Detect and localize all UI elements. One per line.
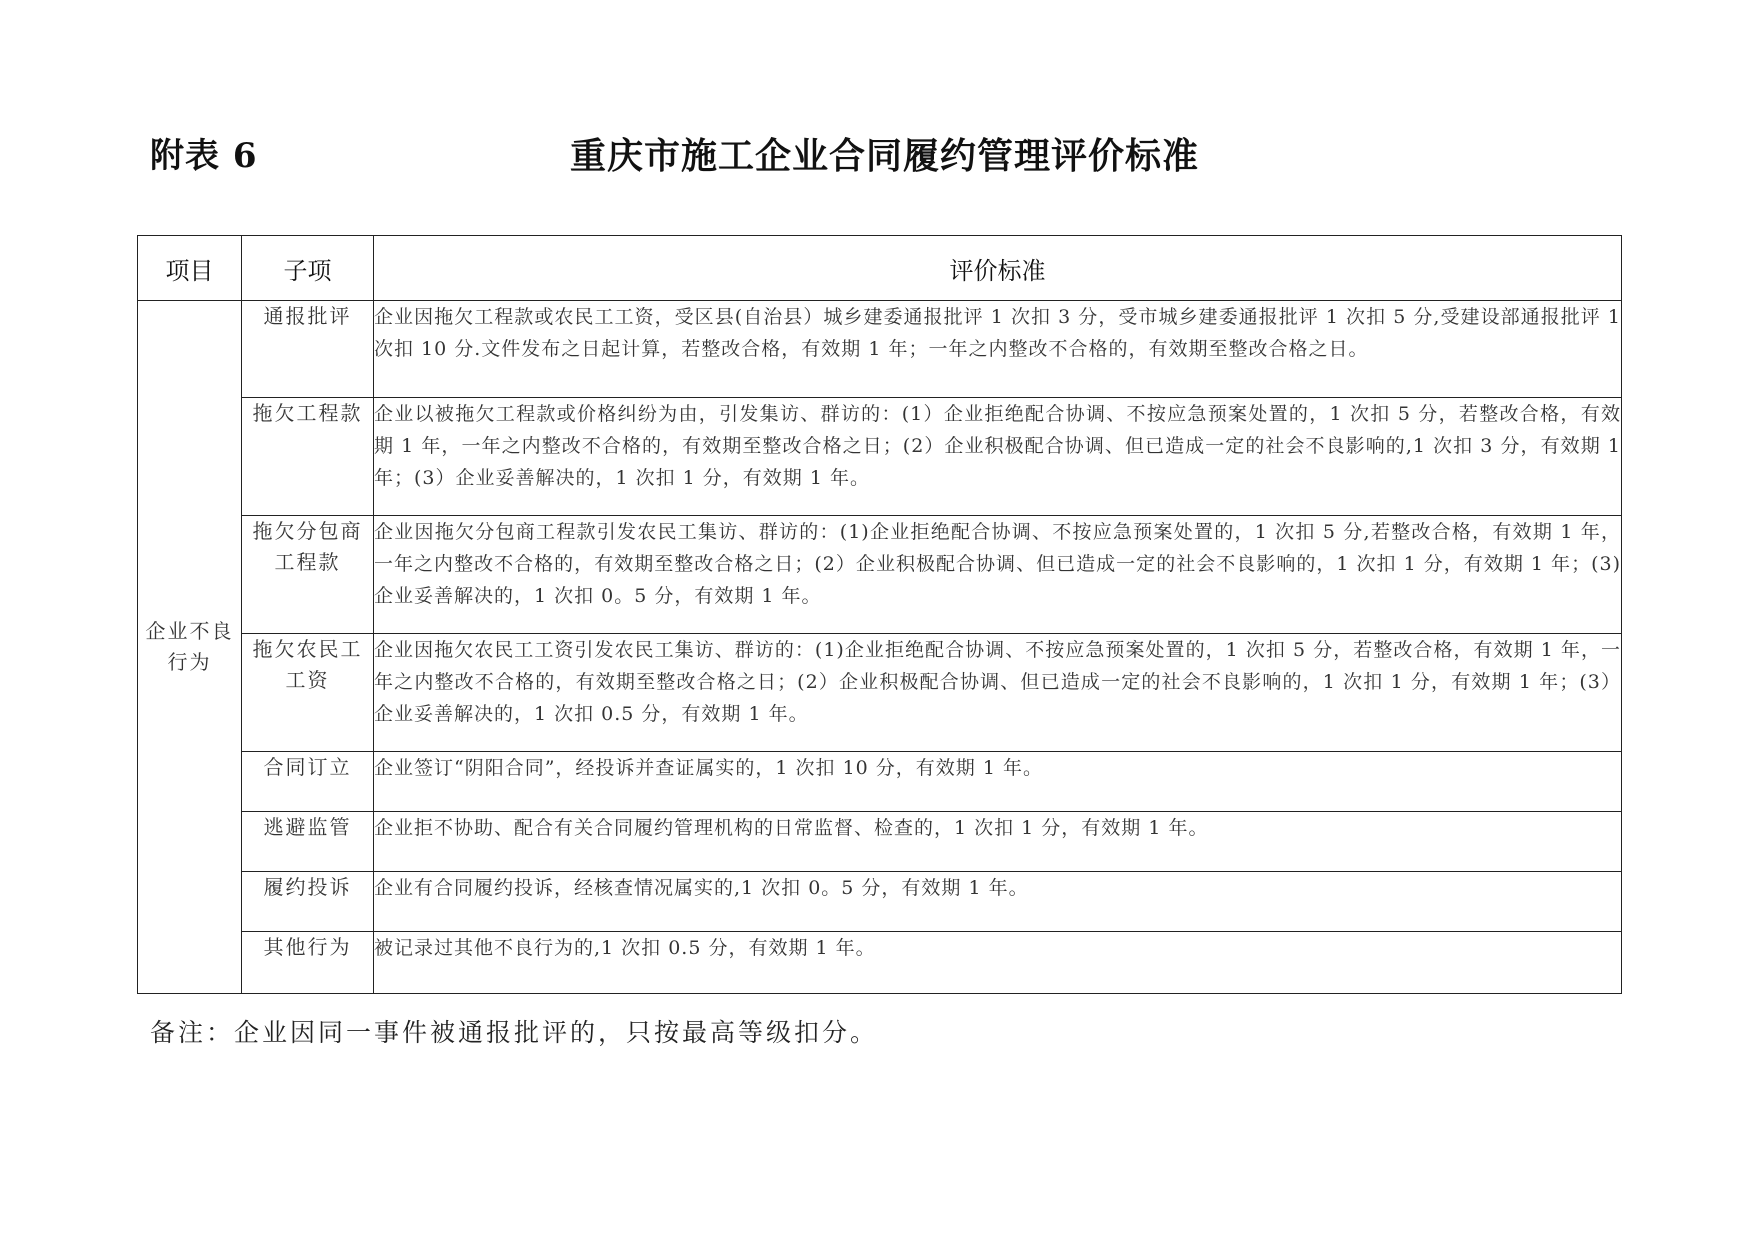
table-row <box>138 752 1622 812</box>
criteria-cell: 企业因拖欠分包商工程款引发农民工集访、群访的：(1)企业拒绝配合协调、不按应急预案处置的，1 次扣 5 分,若整改合格，有效期 1 年，一年之内整改不合格的，有效期至整改合格之日；(2）企业积极配合协调、但已造成一定的社会不良影响的，1 次扣 1 分，有效期 1 年；(3)企业妥善解决的，1 次扣 0。5 分，有效期 1 年。 <box>374 516 1622 634</box>
column-header-item: 项目 <box>138 236 242 301</box>
subitem-cell: 通报批评 <box>242 301 374 398</box>
subitem-cell: 合同订立 <box>242 752 374 812</box>
criteria-cell: 企业因拖欠工程款或农民工工资，受区县(自治县）城乡建委通报批评 1 次扣 3 分，受市城乡建委通报批评 1 次扣 5 分,受建设部通报批评 1 次扣 10 分.文件发布之日起计算，若整改合格，有效期 1 年；一年之内整改不合格的，有效期至整改合格之日。 <box>374 301 1622 398</box>
table-header-row <box>138 236 1622 301</box>
table-row <box>138 398 1622 516</box>
subitem-cell: 其他行为 <box>242 932 374 994</box>
criteria-cell: 企业因拖欠农民工工资引发农民工集访、群访的：(1)企业拒绝配合协调、不按应急预案处置的，1 次扣 5 分，若整改合格，有效期 1 年，一年之内整改不合格的，有效期至整改合格之日；(2）企业积极配合协调、但已造成一定的社会不良影响的，1 次扣 1 分，有效期 1 年；(3）企业妥善解决的，1 次扣 0.5 分，有效期 1 年。 <box>374 634 1622 752</box>
subitem-cell: 拖欠农民工工资 <box>242 634 374 752</box>
table-row <box>138 872 1622 932</box>
subitem-cell: 履约投诉 <box>242 872 374 932</box>
column-header-criteria: 评价标准 <box>374 236 1622 301</box>
category-cell: 企业不良行为 <box>138 301 242 994</box>
document-title: 重庆市施工企业合同履约管理评价标准 <box>570 135 1200 177</box>
table-row <box>138 516 1622 634</box>
criteria-cell: 企业签订“阴阳合同”，经投诉并查证属实的，1 次扣 10 分，有效期 1 年。 <box>374 752 1622 812</box>
table-row <box>138 812 1622 872</box>
criteria-cell: 企业有合同履约投诉，经核查情况属实的,1 次扣 0。5 分，有效期 1 年。 <box>374 872 1622 932</box>
appendix-label: 附表 6 <box>150 136 258 176</box>
table-row <box>138 634 1622 752</box>
subitem-cell: 拖欠分包商工程款 <box>242 516 374 634</box>
criteria-cell: 被记录过其他不良行为的,1 次扣 0.5 分，有效期 1 年。 <box>374 932 1622 994</box>
remark-note: 备注：企业因同一事件被通报批评的，只按最高等级扣分。 <box>150 1018 879 1047</box>
evaluation-table <box>137 235 1622 994</box>
criteria-cell: 企业拒不协助、配合有关合同履约管理机构的日常监督、检查的，1 次扣 1 分，有效期 1 年。 <box>374 812 1622 872</box>
subitem-cell: 逃避监管 <box>242 812 374 872</box>
column-header-subitem: 子项 <box>242 236 374 301</box>
subitem-cell: 拖欠工程款 <box>242 398 374 516</box>
criteria-cell: 企业以被拖欠工程款或价格纠纷为由，引发集访、群访的：(1）企业拒绝配合协调、不按应急预案处置的，1 次扣 5 分，若整改合格，有效期 1 年，一年之内整改不合格的，有效期至整改合格之日；(2）企业积极配合协调、但已造成一定的社会不良影响的,1 次扣 3 分，有效期 1 年；(3）企业妥善解决的，1 次扣 1 分，有效期 1 年。 <box>374 398 1622 516</box>
table-row <box>138 932 1622 994</box>
table-row <box>138 301 1622 398</box>
